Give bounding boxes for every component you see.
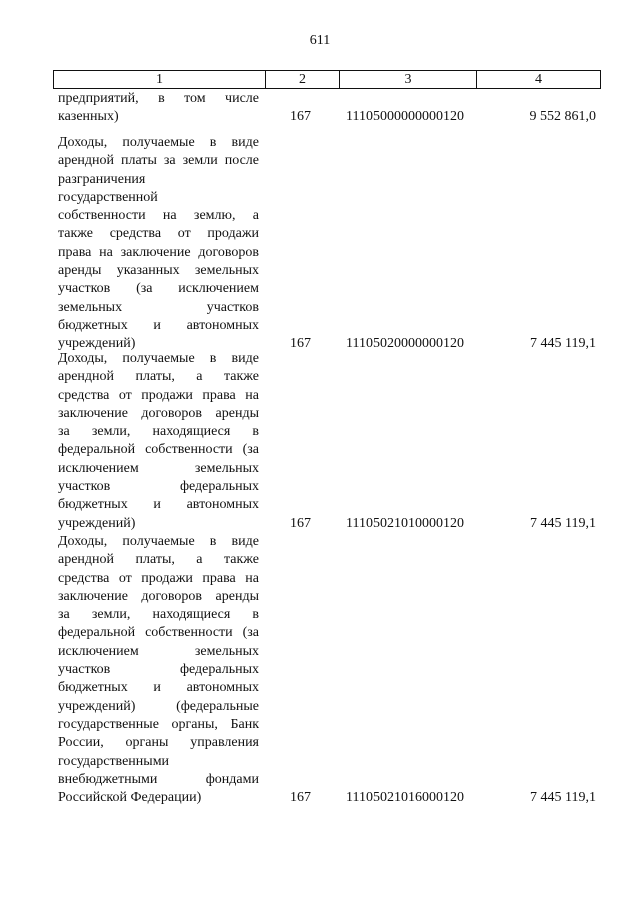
column-header-1: 1 [54,71,266,89]
description-line: учреждений) (федеральные [58,698,259,714]
description-line: Российской Федерации) [58,790,202,806]
description-line: Доходы, получаемые в виде [58,534,259,549]
description-line: арендной платы, а также [58,552,259,568]
description-line: заключение договоров аренды [58,588,259,604]
description-line: внебюджетными фондами [58,771,259,787]
table-row [53,90,596,127]
description-line: федеральной собственности (за [58,625,259,641]
description-line: арендной платы за земли после [58,153,259,169]
kbk-code-cell: 11105020000000120 [346,336,464,352]
description-line: России, органы управления [58,735,259,751]
amount-cell: 7 445 119,1 [530,515,596,531]
description-line: средства от продажи права на [58,387,259,403]
row-description [58,350,259,533]
description-line: учреждений) [58,336,136,352]
admin-code-cell: 167 [290,336,311,352]
column-header-4: 4 [477,71,601,89]
description-line: права на заключение договоров [58,244,259,260]
description-line: бюджетных и автономных [58,317,259,333]
description-line: государственными [58,753,170,769]
table-row [53,350,596,533]
description-line: арендной платы, а также [58,369,259,385]
description-line: средства от продажи права на [58,570,259,586]
description-line: за земли, находящиеся в [58,424,259,440]
description-line: бюджетных и автономных [58,497,259,513]
column-header-2: 2 [266,71,340,89]
description-line: Доходы, получаемые в виде [58,135,259,150]
description-line: участков федеральных [58,662,259,678]
amount-cell: 7 445 119,1 [530,790,596,806]
description-line: разграничения [58,171,146,187]
description-line: заключение договоров аренды [58,405,259,421]
table-row [53,134,596,354]
admin-code-cell: 167 [290,515,311,531]
description-line: исключением земельных [58,460,259,476]
description-line: также средства от продажи [58,226,259,242]
admin-code-cell: 167 [290,790,311,806]
description-line: государственные органы, Банк [58,716,259,732]
page-number: 611 [309,33,331,48]
column-header-3: 3 [340,71,477,89]
amount-cell: 9 552 861,0 [529,109,596,125]
description-line: земельных участков [58,299,259,315]
description-line: Доходы, получаемые в виде [58,351,259,366]
description-line: аренды указанных земельных [58,263,259,279]
description-line: федеральной собственности (за [58,442,259,458]
kbk-code-cell: 11105000000000120 [346,109,464,125]
description-line: исключением земельных [58,643,259,659]
description-line: казенных) [58,109,119,125]
description-line: участков федеральных [58,479,259,495]
row-description [58,533,259,807]
description-line: предприятий, в том числе [58,91,259,106]
description-line: собственности на землю, а [58,208,259,224]
kbk-code-cell: 11105021010000120 [346,515,464,531]
row-description [58,134,259,354]
table-row [53,533,596,808]
description-line: учреждений) [58,515,136,531]
description-line: за земли, находящиеся в [58,607,259,623]
description-line: государственной [58,189,158,205]
description-line: бюджетных и автономных [58,680,259,696]
kbk-code-cell: 11105021016000120 [346,790,464,806]
admin-code-cell: 167 [290,109,311,125]
row-description [58,90,259,127]
amount-cell: 7 445 119,1 [530,336,596,352]
table-header [53,70,601,89]
description-line: участков (за исключением [58,281,259,297]
